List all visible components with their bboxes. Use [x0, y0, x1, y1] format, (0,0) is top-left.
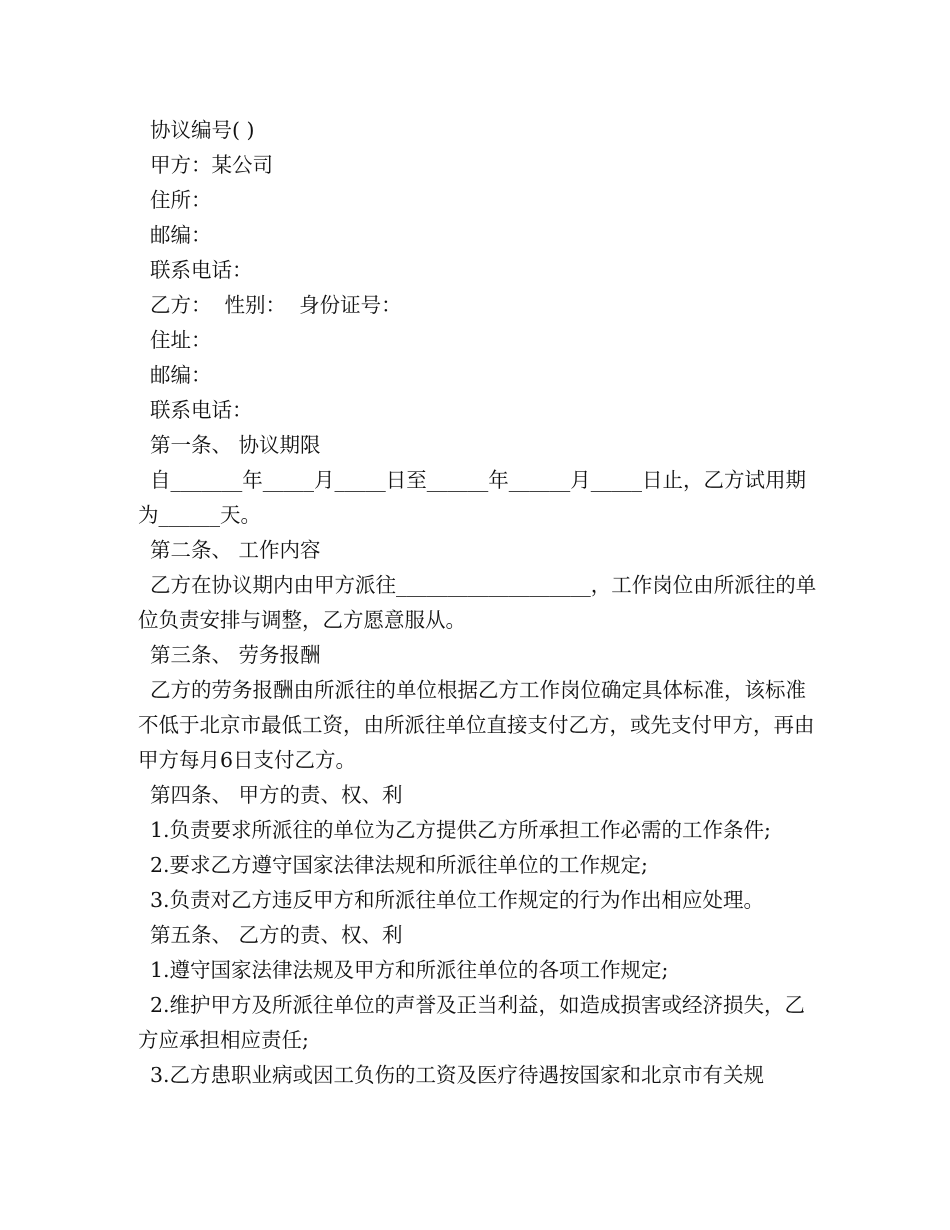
article-5-heading: 第五条、 乙方的责、权、利: [150, 923, 403, 947]
article-4-item-1: 1.负责要求所派往的单位为乙方提供乙方所承担工作必需的工作条件;: [150, 818, 771, 842]
article-3-body: 乙方的劳务报酬由所派往的单位根据乙方工作岗位确定具体标准，该标准不低于北京市最低工资，由所派往单位直接支付乙方，或先支付甲方，再由甲方每月6日支付乙方。: [138, 678, 815, 772]
article-2-body: 乙方在协议期内由甲方派往___________________，工作岗位由所派往的单位负责安排与调整，乙方愿意服从。: [138, 573, 817, 632]
article-3-heading: 第三条、 劳务报酬: [150, 643, 321, 667]
article-5-item-2: 2.维护甲方及所派往单位的声誉及正当利益，如造成损害或经济损失，乙方应承担相应责任;: [138, 993, 806, 1052]
party-b-phone: 联系电话：: [150, 398, 253, 422]
article-5-item-3: 3.乙方患职业病或因工负伤的工资及医疗待遇按国家和北京市有关规: [150, 1063, 765, 1087]
article-4-item-2: 2.要求乙方遵守国家法律法规和所派往单位的工作规定;: [150, 853, 648, 877]
party-a-name: 甲方：某公司: [150, 153, 273, 177]
party-a-postcode: 邮编：: [150, 223, 212, 247]
article-1-heading: 第一条、 协议期限: [150, 433, 321, 457]
party-b-address: 住址：: [150, 328, 212, 352]
article-5-item-1: 1.遵守国家法律法规及甲方和所派往单位的各项工作规定;: [150, 958, 669, 982]
party-b-postcode: 邮编：: [150, 363, 212, 387]
article-4-item-3: 3.负责对乙方违反甲方和所派往单位工作规定的行为作出相应处理。: [150, 888, 765, 912]
article-1-body: 自_______年_____月_____日至______年______月_____日止，乙方试用期为______天。: [138, 468, 806, 527]
party-b-info: 乙方： 性别： 身份证号：: [150, 293, 402, 317]
article-4-heading: 第四条、 甲方的责、权、利: [150, 783, 403, 807]
document-body: [138, 113, 818, 1093]
party-a-address: 住所：: [150, 188, 212, 212]
article-2-heading: 第二条、 工作内容: [150, 538, 321, 562]
agreement-number: 协议编号( ): [150, 118, 255, 142]
party-a-phone: 联系电话：: [150, 258, 253, 282]
